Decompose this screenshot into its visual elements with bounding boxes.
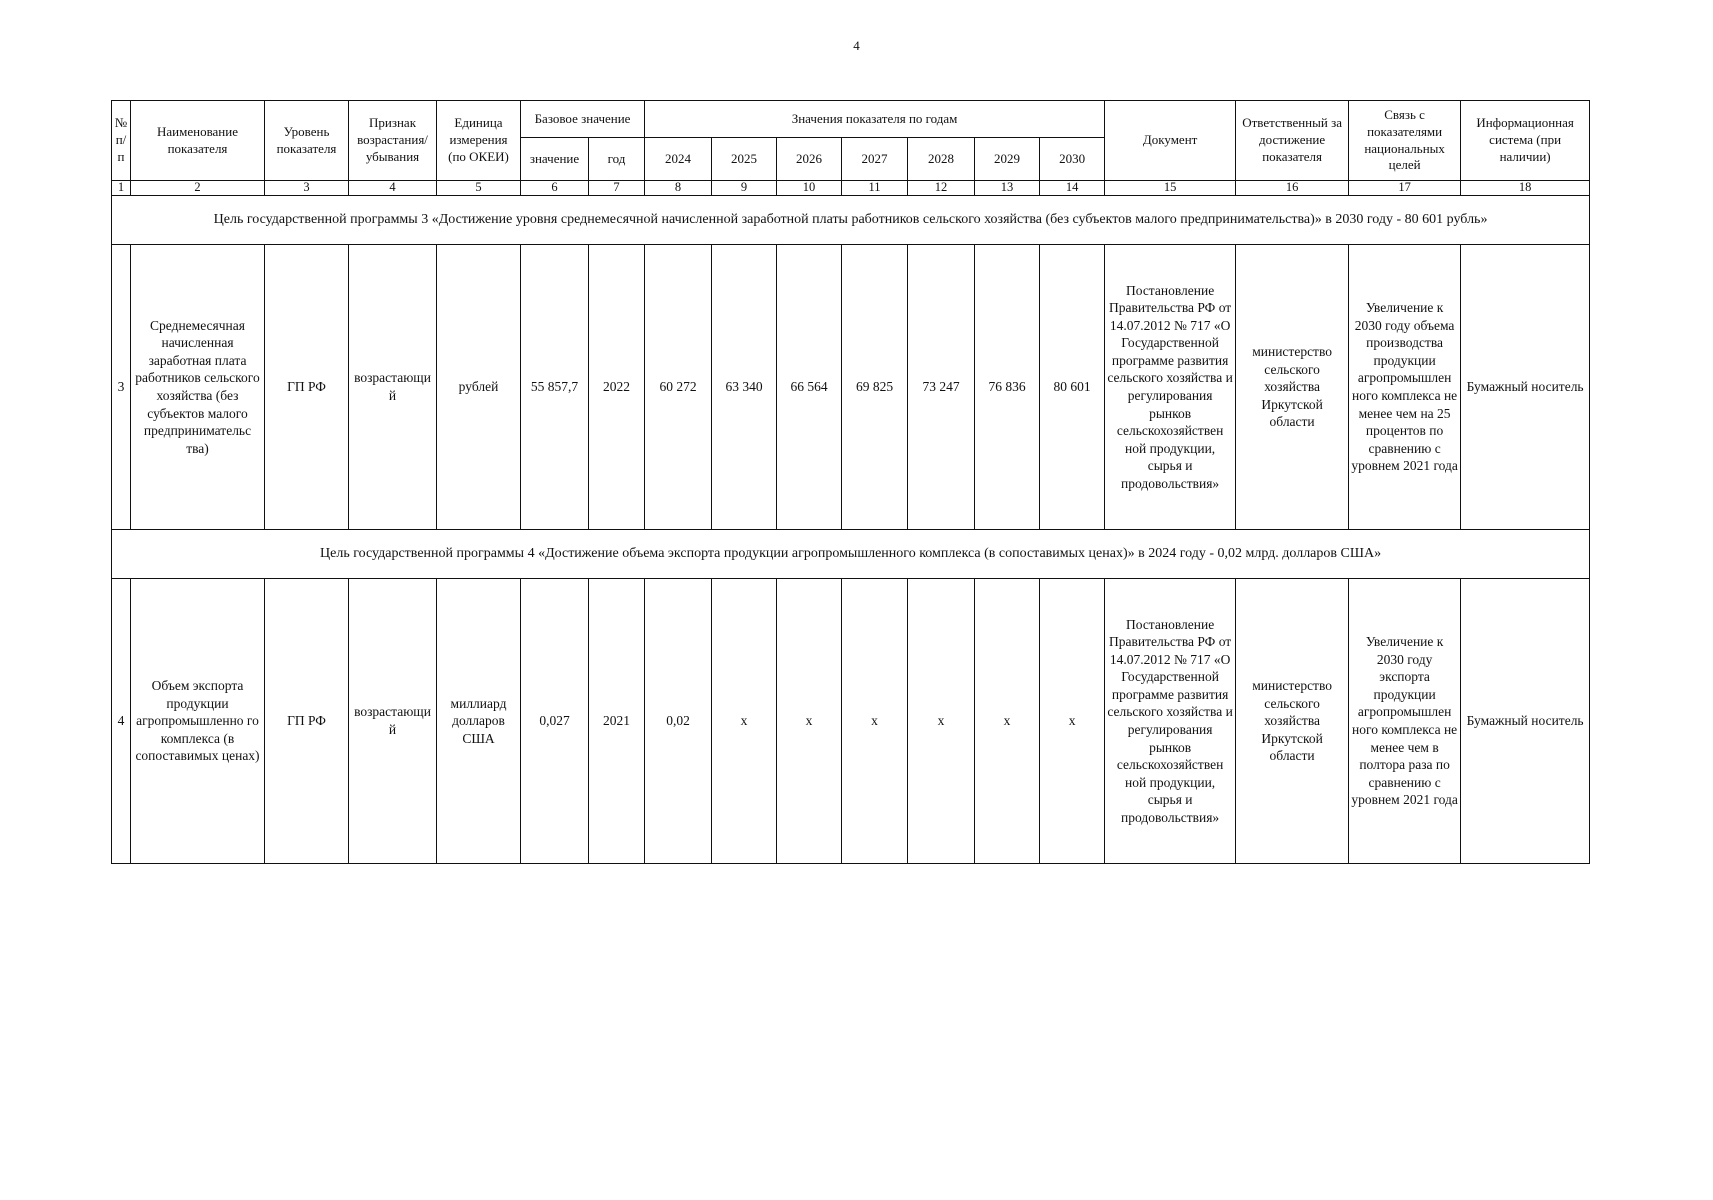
row-year-value: 66 564 — [777, 245, 842, 530]
header-infosystem: Информационная система (при наличии) — [1461, 101, 1590, 181]
column-numbers-row — [112, 181, 1590, 196]
column-number: 16 — [1236, 181, 1349, 196]
table-row — [112, 579, 1590, 864]
row-base-year: 2022 — [589, 245, 645, 530]
row-year-value: х — [975, 579, 1040, 864]
row-document: Постановление Правительства РФ от 14.07.2012 № 717 «О Государственной программе развития сельского хозяйства и регулирования рынков сельскохозяйствен ной продукции, сырья и продовольствия» — [1105, 579, 1236, 864]
header-year: 2030 — [1040, 138, 1105, 181]
row-year-value: 80 601 — [1040, 245, 1105, 530]
goal-4-text: Цель государственной программы 4 «Достижение объема экспорта продукции агропромышленного комплекса (в сопоставимых ценах)» в 2024 году - 0,02 млрд. долларов США» — [112, 530, 1590, 579]
column-number: 4 — [349, 181, 437, 196]
row-link: Увеличение к 2030 году объема производства продукции агропромышлен ного комплекса не менее чем на 25 процентов по сравнению с уровнем 2021 года — [1349, 245, 1461, 530]
header-year: 2024 — [645, 138, 712, 181]
row-year-value: х — [1040, 579, 1105, 864]
column-number: 12 — [908, 181, 975, 196]
header-row-1 — [112, 101, 1590, 138]
column-number: 11 — [842, 181, 908, 196]
row-responsible: министерство сельского хозяйства Иркутской области — [1236, 579, 1349, 864]
row-year-value: 76 836 — [975, 245, 1040, 530]
column-number: 3 — [265, 181, 349, 196]
row-responsible: министерство сельского хозяйства Иркутской области — [1236, 245, 1349, 530]
row-year-value: х — [777, 579, 842, 864]
header-year: 2028 — [908, 138, 975, 181]
column-number: 6 — [521, 181, 589, 196]
row-infosystem: Бумажный носитель — [1461, 245, 1590, 530]
column-number: 13 — [975, 181, 1040, 196]
column-number: 9 — [712, 181, 777, 196]
row-level: ГП РФ — [265, 245, 349, 530]
header-link: Связь с показателями национальных целей — [1349, 101, 1461, 181]
row-year-value: х — [842, 579, 908, 864]
row-unit: рублей — [437, 245, 521, 530]
column-number: 18 — [1461, 181, 1590, 196]
row-document: Постановление Правительства РФ от 14.07.2012 № 717 «О Государственной программе развития сельского хозяйства и регулирования рынков сельскохозяйствен ной продукции, сырья и продовольствия» — [1105, 245, 1236, 530]
row-unit: миллиард долларов США — [437, 579, 521, 864]
row-base-value: 55 857,7 — [521, 245, 589, 530]
row-infosystem: Бумажный носитель — [1461, 579, 1590, 864]
header-document: Документ — [1105, 101, 1236, 181]
row-sign: возрастающи й — [349, 579, 437, 864]
column-number: 15 — [1105, 181, 1236, 196]
header-years-group: Значения показателя по годам — [645, 101, 1105, 138]
column-number: 5 — [437, 181, 521, 196]
row-no: 4 — [112, 579, 131, 864]
header-year: 2025 — [712, 138, 777, 181]
column-number: 2 — [131, 181, 265, 196]
header-year: 2027 — [842, 138, 908, 181]
table-row — [112, 245, 1590, 530]
header-base-year: год — [589, 138, 645, 181]
header-sign: Признак возрастания/ убывания — [349, 101, 437, 181]
column-number: 14 — [1040, 181, 1105, 196]
row-no: 3 — [112, 245, 131, 530]
column-number: 7 — [589, 181, 645, 196]
header-year: 2029 — [975, 138, 1040, 181]
header-level: Уровень показателя — [265, 101, 349, 181]
row-name: Среднемесячная начисленная заработная плата работников сельского хозяйства (без субъектов малого предпринимательс тва) — [131, 245, 265, 530]
column-number: 10 — [777, 181, 842, 196]
header-no: № п/п — [112, 101, 131, 181]
header-unit: Единица измерения (по ОКЕИ) — [437, 101, 521, 181]
row-link: Увеличение к 2030 году экспорта продукции агропромышлен ного комплекса не менее чем в полтора раза по сравнению с уровнем 2021 года — [1349, 579, 1461, 864]
column-number: 1 — [112, 181, 131, 196]
row-year-value: 63 340 — [712, 245, 777, 530]
row-sign: возрастающи й — [349, 245, 437, 530]
header-year: 2026 — [777, 138, 842, 181]
row-year-value: 60 272 — [645, 245, 712, 530]
goal-3-text: Цель государственной программы 3 «Достижение уровня среднемесячной начисленной заработной платы работников сельского хозяйства (без субъектов малого предпринимательства)» в 2030 году - 80 601 рубль» — [112, 196, 1590, 245]
row-year-value: х — [712, 579, 777, 864]
header-name: Наименование показателя — [131, 101, 265, 181]
row-year-value: 73 247 — [908, 245, 975, 530]
column-number: 8 — [645, 181, 712, 196]
header-base: Базовое значение — [521, 101, 645, 138]
goal-row-4 — [112, 530, 1590, 579]
goal-row-3 — [112, 196, 1590, 245]
row-level: ГП РФ — [265, 579, 349, 864]
row-year-value: 69 825 — [842, 245, 908, 530]
row-year-value: 0,02 — [645, 579, 712, 864]
row-name: Объем экспорта продукции агропромышленно го комплекса (в сопоставимых ценах) — [131, 579, 265, 864]
header-responsible: Ответственный за достижение показателя — [1236, 101, 1349, 181]
header-base-value: значение — [521, 138, 589, 181]
row-base-value: 0,027 — [521, 579, 589, 864]
row-year-value: х — [908, 579, 975, 864]
row-base-year: 2021 — [589, 579, 645, 864]
page-number: 4 — [853, 38, 860, 53]
indicators-table — [111, 100, 1590, 864]
column-number: 17 — [1349, 181, 1461, 196]
